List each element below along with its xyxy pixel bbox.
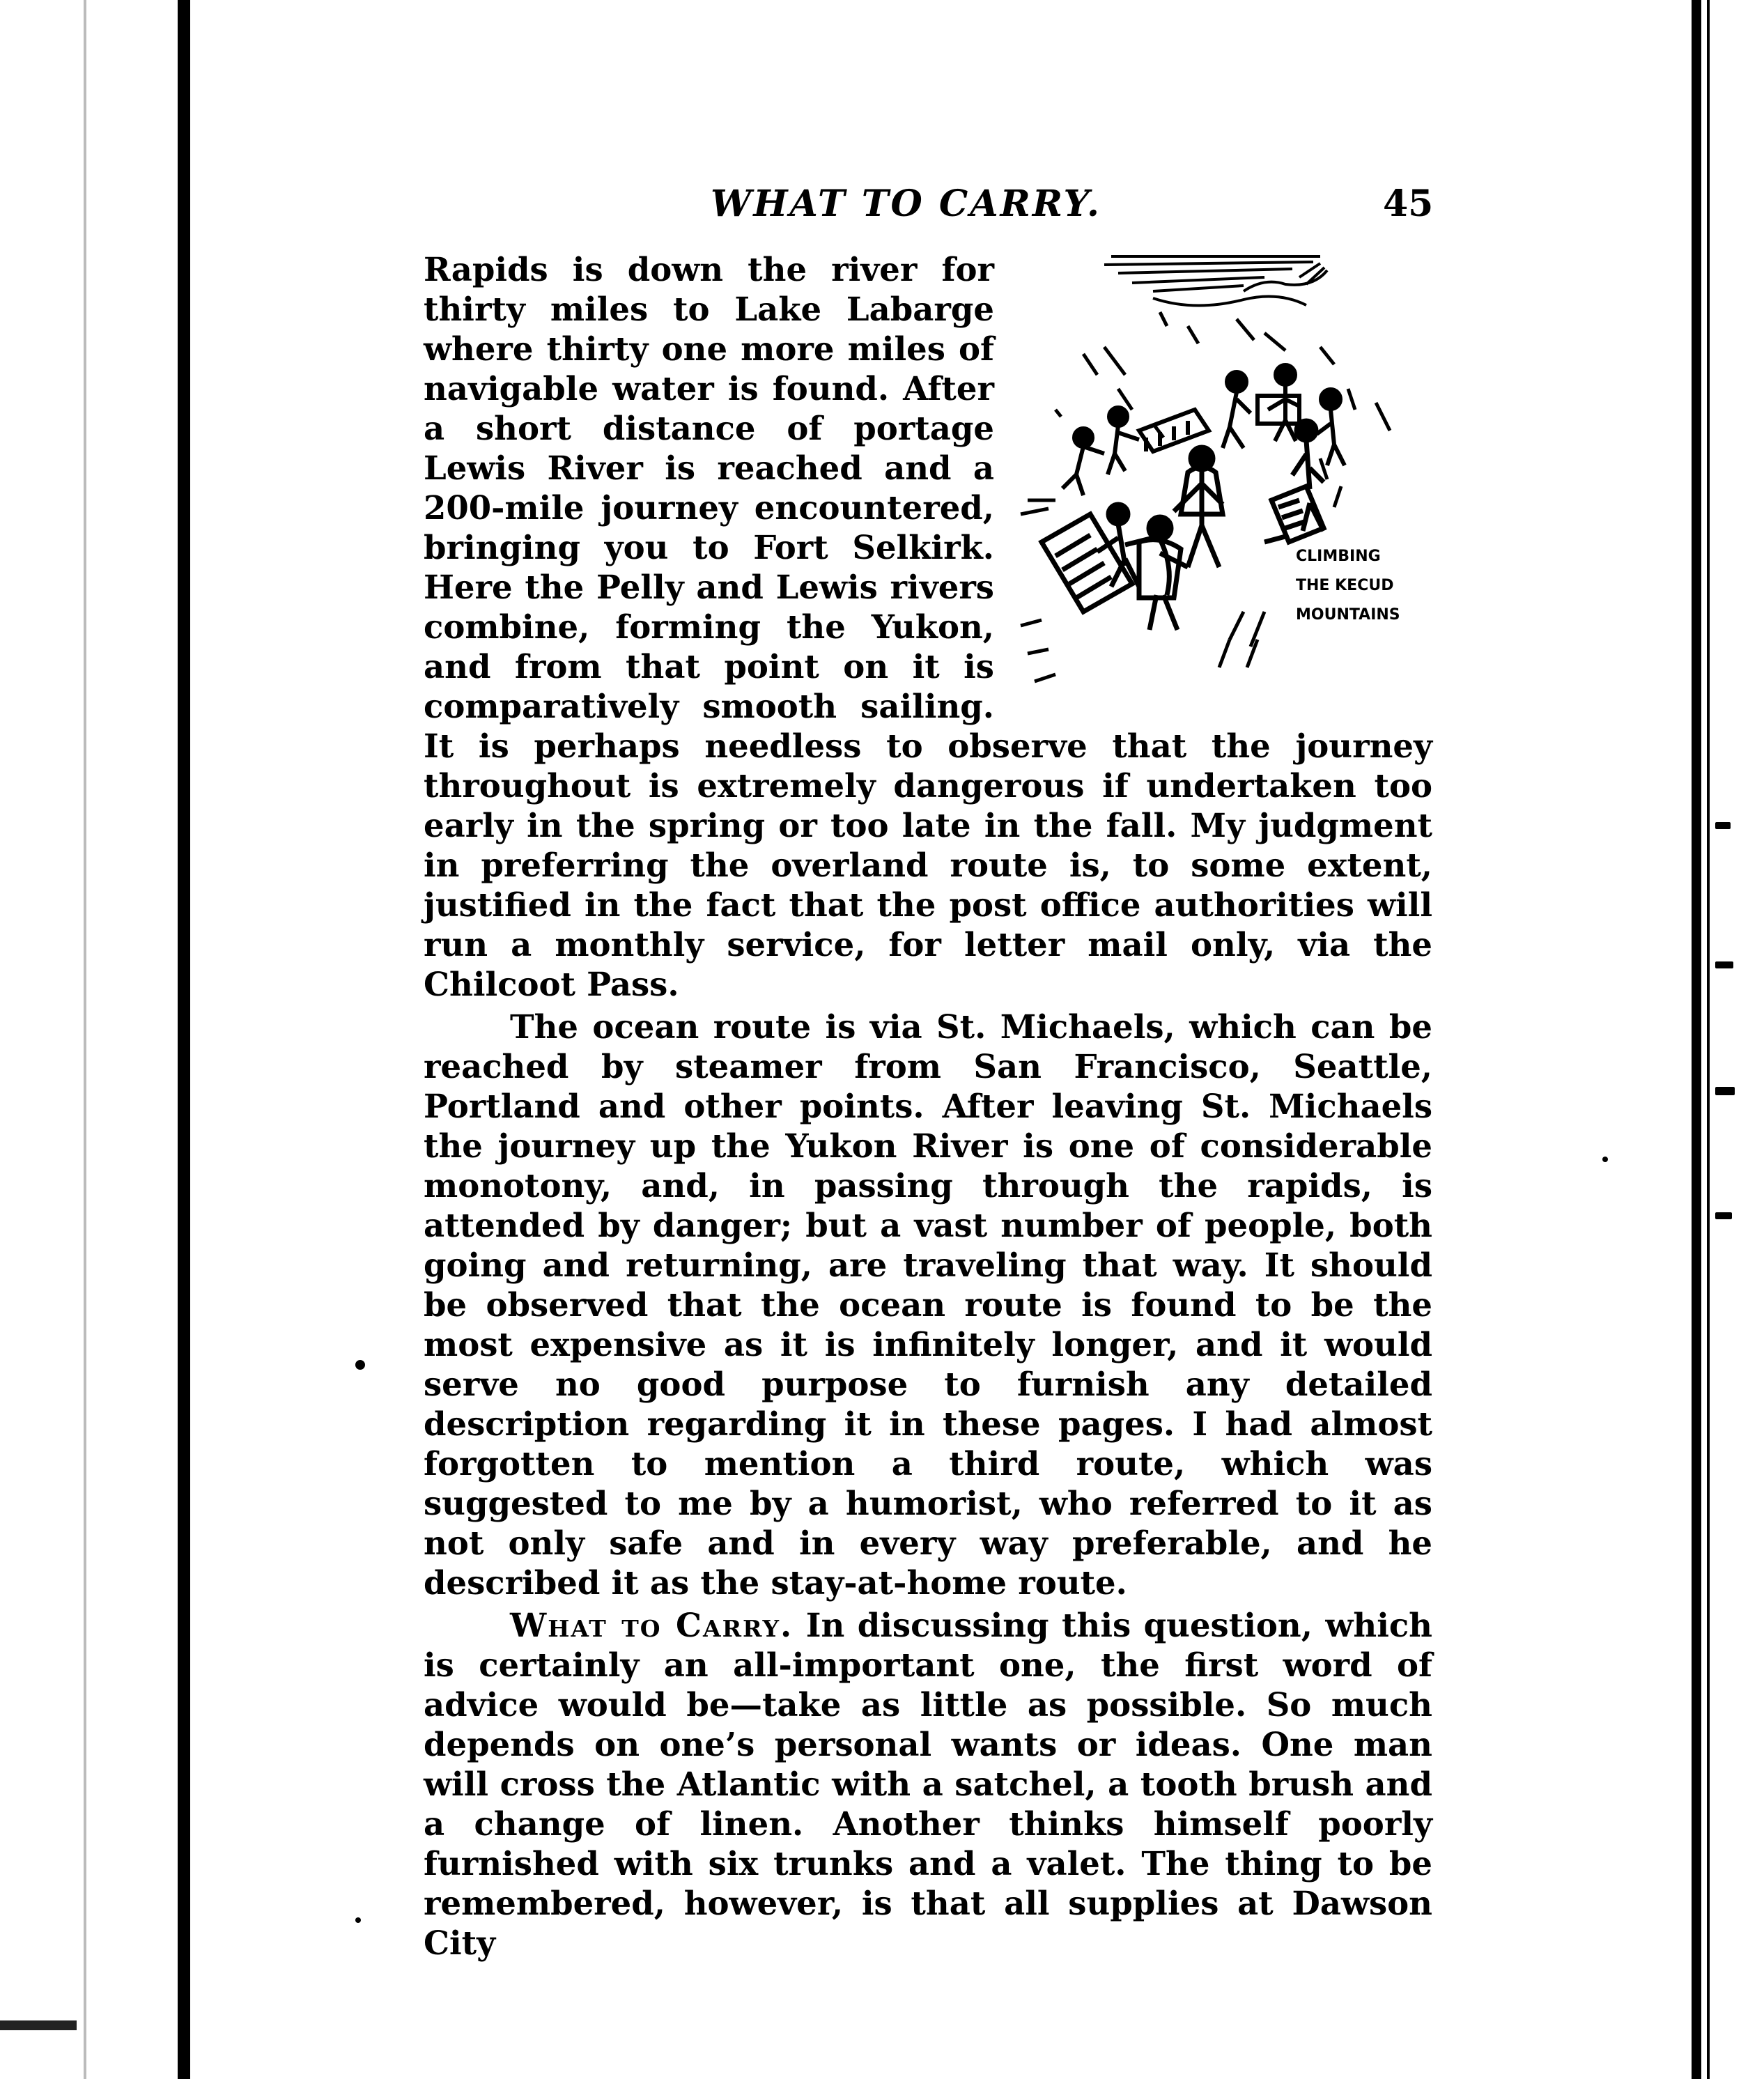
left-margin-faint-line xyxy=(84,0,86,2079)
caption-line-2: THE KECUD xyxy=(1296,577,1394,594)
section-heading-what-to-carry: What to Carry. xyxy=(510,1606,794,1644)
right-page-edge xyxy=(1692,0,1701,2079)
caption-line-3: MOUNTAINS xyxy=(1296,606,1400,624)
right-page-edge-inner xyxy=(1707,0,1710,2079)
paragraph-routes-overland: Rapids is down the river for thirty miles to Lake Labarge where thirty one more miles of navigable water is found. After a short distance of portage Lewis River is reached and a 200-mile journey encountered, bringing you to Fort Selkirk. Here the Pelly and Lewis rivers combine, forming the Yukon, and from that point on it is comparatively smooth sailing. It is perhaps needless to observe that the journey throughout is extremely dangerous if undertaken too early in the spring or too late in the fall. My judgment in preferring the overland route is, to some extent, justified in the fact that the post office authorities will run a monthly service, for letter mail only, via the Chilcoot Pass. xyxy=(424,250,1432,1003)
figure-caption xyxy=(1296,542,1435,630)
edge-speck xyxy=(1715,1087,1735,1095)
body-text xyxy=(424,249,1432,1963)
left-page-edge xyxy=(178,0,190,2079)
climbing-sketch xyxy=(1014,249,1449,709)
scan-bottom-mark xyxy=(0,2020,77,2030)
margin-speck xyxy=(1602,1157,1608,1162)
illustration-climbing xyxy=(1014,249,1449,709)
running-title: WHAT TO CARRY. xyxy=(711,183,1102,225)
paragraph-ocean-route: The ocean route is via St. Michaels, which can be reached by steamer from San Francisco, Seattle, Portland and other points. After leaving St. Michaels the journey up the Yukon River is one of considerable monotony, and, in passing through the rapids, is attended by danger; but a vast number of people, both going and returning, are traveling that way. It should be observed that the ocean route is found to be the most expensive as it is infinitely longer, and it would serve no good purpose to furnish any detailed description regarding it in these pages. I had almost forgotten to mention a third route, which was suggested to me by a humorist, who referred to it as not only safe and in every way preferable, and he described it as the stay-at-home route. xyxy=(424,1007,1432,1602)
edge-speck xyxy=(1715,1212,1732,1219)
caption-line-1: CLIMBING xyxy=(1296,548,1381,565)
running-header xyxy=(0,183,1764,238)
margin-speck xyxy=(355,1360,365,1370)
paragraph-what-to-carry xyxy=(424,1605,1432,1963)
what-to-carry-text: In discussing this question, which is certainly an all-important one, the first word of advice would be—take as little as possible. So much depends on one’s personal wants or ideas. One man will cross the Atlantic with a satchel, a tooth brush and a change of linen. Another thinks himself poorly furnished with six trunks and a valet. The thing to be remembered, however, is that all supplies at Dawson City xyxy=(424,1606,1432,1962)
edge-speck xyxy=(1715,822,1731,829)
page-number: 45 xyxy=(1383,183,1434,225)
margin-speck xyxy=(355,1917,361,1923)
edge-speck xyxy=(1715,961,1733,968)
